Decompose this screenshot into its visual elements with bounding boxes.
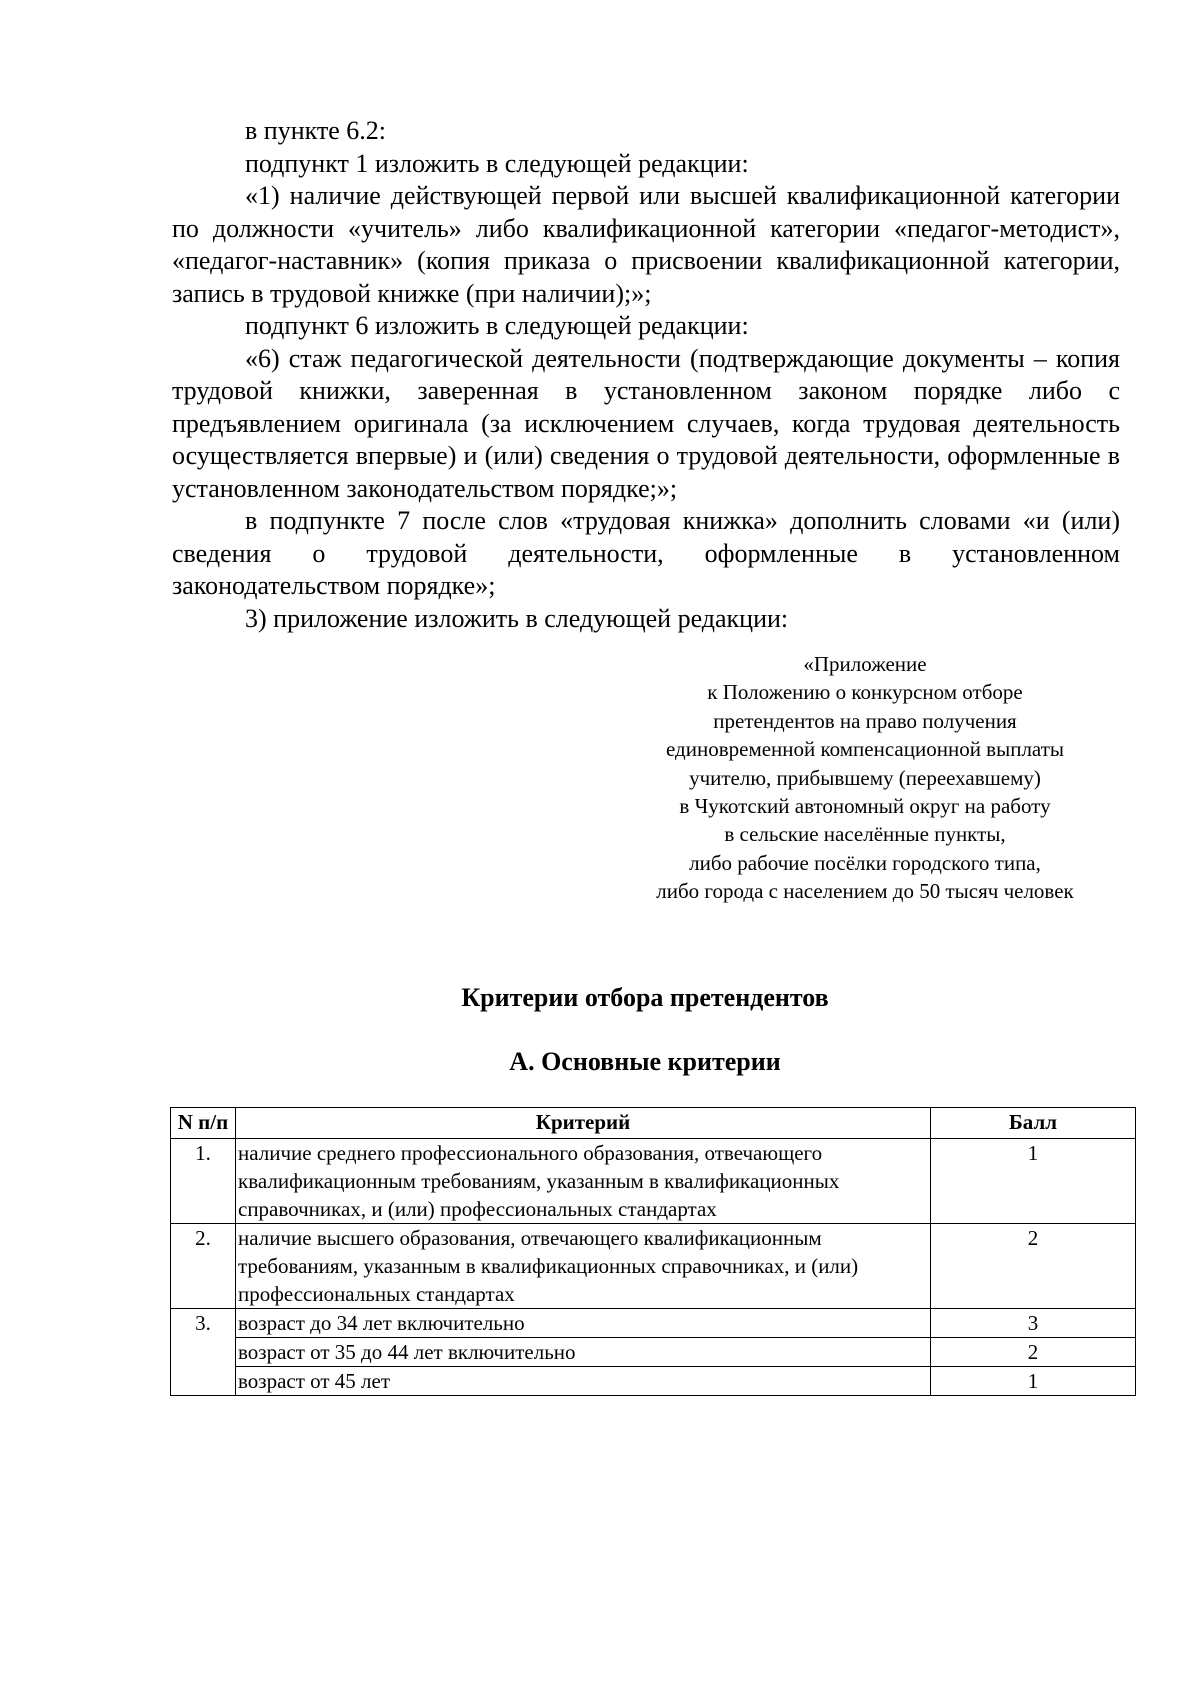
row-num: 1. bbox=[171, 1139, 236, 1224]
table-row bbox=[171, 1309, 1136, 1338]
paragraph: подпункт 1 изложить в следующей редакции: bbox=[245, 148, 749, 178]
appendix-line: либо города с населением до 50 тысяч человек bbox=[656, 879, 1074, 904]
row-num: 3. bbox=[171, 1309, 236, 1396]
table-row bbox=[171, 1338, 1136, 1367]
table-row bbox=[171, 1224, 1136, 1309]
main-heading: Критерии отбора претендентов bbox=[461, 983, 829, 1012]
row-criterion: возраст до 34 лет включительно bbox=[236, 1309, 931, 1338]
row-points: 1 bbox=[931, 1367, 1136, 1396]
appendix-line: учителю, прибывшему (переехавшему) bbox=[689, 765, 1041, 790]
row-points: 2 bbox=[931, 1224, 1136, 1309]
criteria-table bbox=[170, 1107, 1136, 1396]
row-points: 1 bbox=[931, 1139, 1136, 1224]
paragraph: «1) наличие действующей первой или высшей квалификационной категории по должности «учитель» либо квалификационной категории «педагог-методист», «педагог-наставник» (копия приказа о присвоении квалификационной категории, запись в трудовой книжке (при наличии);»; bbox=[172, 181, 1120, 308]
paragraph: в подпункте 7 после слов «трудовая книжка» дополнить словами «и (или) сведения о трудовой деятельности, оформленные в установленном законодательством порядке»; bbox=[172, 506, 1120, 600]
appendix-line: в Чукотский автономный округ на работу bbox=[679, 794, 1051, 819]
row-criterion: возраст от 35 до 44 лет включительно bbox=[236, 1338, 931, 1367]
paragraph: подпункт 6 изложить в следующей редакции: bbox=[245, 311, 749, 340]
header-num: N п/п bbox=[171, 1108, 236, 1139]
appendix-line: «Приложение bbox=[803, 652, 927, 676]
header-points: Балл bbox=[931, 1108, 1136, 1139]
appendix-note bbox=[600, 650, 1130, 906]
paragraph: в пункте 6.2: bbox=[245, 116, 387, 145]
section-heading: А. Основные критерии bbox=[509, 1047, 781, 1076]
table-row bbox=[171, 1139, 1136, 1224]
paragraph: 3) приложение изложить в следующей редакции: bbox=[245, 603, 789, 633]
document-body bbox=[172, 115, 1120, 635]
row-points: 2 bbox=[931, 1338, 1136, 1367]
row-criterion: наличие высшего образования, отвечающего квалификационным требованиям, указанным в квалификационных справочниках, и (или) профессиональных стандартах bbox=[236, 1224, 931, 1309]
appendix-line: либо рабочие посёлки городского типа, bbox=[689, 850, 1041, 875]
paragraph: «6) стаж педагогической деятельности (подтверждающие документы – копия трудовой книжки, заверенная в установленном законом порядке либо с предъявлением оригинала (за исключением случаев, когда трудовая деятельность осуществляется впервые) и (или) сведения о трудовой деятельности, оформленные в установленном законодательством порядке;»; bbox=[172, 343, 1120, 503]
table-header-row bbox=[171, 1108, 1136, 1139]
appendix-line: в сельские населённые пункты, bbox=[724, 822, 1006, 847]
row-points: 3 bbox=[931, 1309, 1136, 1338]
row-criterion: наличие среднего профессионального образования, отвечающего квалификационным требованиям, указанным в квалификационных справочниках, и (или) профессиональных стандартах bbox=[236, 1139, 931, 1224]
appendix-line: к Положению о конкурсном отборе bbox=[707, 680, 1023, 705]
appendix-line: претендентов на право получения bbox=[713, 708, 1017, 733]
table-row bbox=[171, 1367, 1136, 1396]
header-criterion: Критерий bbox=[236, 1108, 931, 1139]
row-criterion: возраст от 45 лет bbox=[236, 1367, 931, 1396]
appendix-line: единовременной компенсационной выплаты bbox=[666, 737, 1064, 762]
row-num: 2. bbox=[171, 1224, 236, 1309]
